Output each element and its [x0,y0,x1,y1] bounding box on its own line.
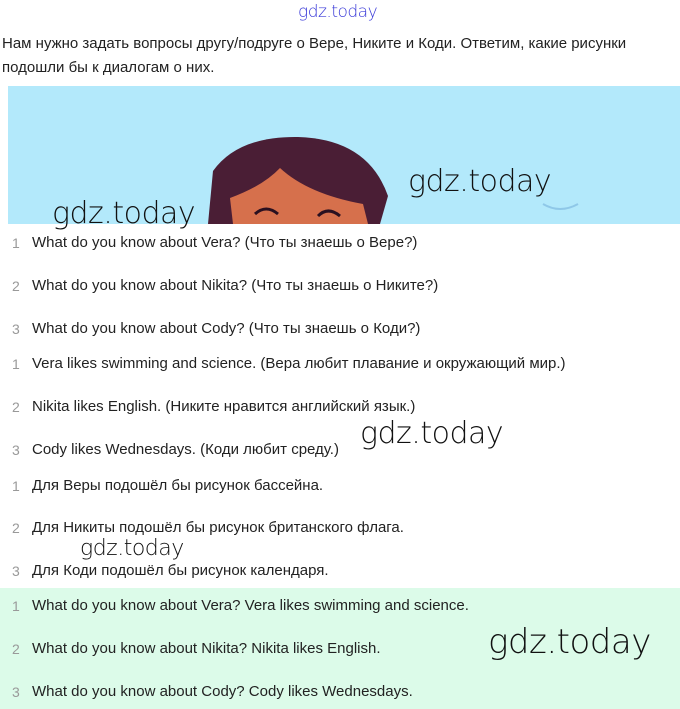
watermark: gdz.today [408,164,552,199]
list-item: 1 What do you know about Vera? (Что ты знаешь о Вере?) [12,234,418,251]
list-item: 3 Cody likes Wednesdays. (Коди любит среду.) [12,441,339,458]
list-item: 1 What do you know about Vera? Vera likes swimming and science. [12,597,469,614]
list-item: 2 Для Никиты подошёл бы рисунок британского флага. [12,519,404,536]
watermark: gdz.today [488,622,651,662]
list-item: 2 Nikita likes English. (Никите нравится английский язык.) [12,398,416,415]
list-item: 2 What do you know about Nikita? Nikita likes English. [12,640,381,657]
list-item: 1 Vera likes swimming and science. (Вера любит плавание и окружающий мир.) [12,355,566,372]
list-item: 3 What do you know about Cody? (Что ты знаешь о Коди?) [12,320,421,337]
list-item: 1 Для Веры подошёл бы рисунок бассейна. [12,477,324,494]
intro-text: Нам нужно задать вопросы другу/подруге о Вере, Никите и Коди. Ответим, какие рисунки подошли бы к диалогам о них. [2,35,627,76]
watermark: gdz.today [80,536,184,561]
list-item: 3 Для Коди подошёл бы рисунок календаря. [12,562,329,579]
watermark: gdz.today [298,2,378,22]
list-item: 2 What do you know about Nikita? (Что ты знаешь о Никите?) [12,277,439,294]
watermark: gdz.today [360,416,504,451]
list-item: 3 What do you know about Cody? Cody likes Wednesdays. [12,683,413,700]
watermark: gdz.today [52,196,196,231]
